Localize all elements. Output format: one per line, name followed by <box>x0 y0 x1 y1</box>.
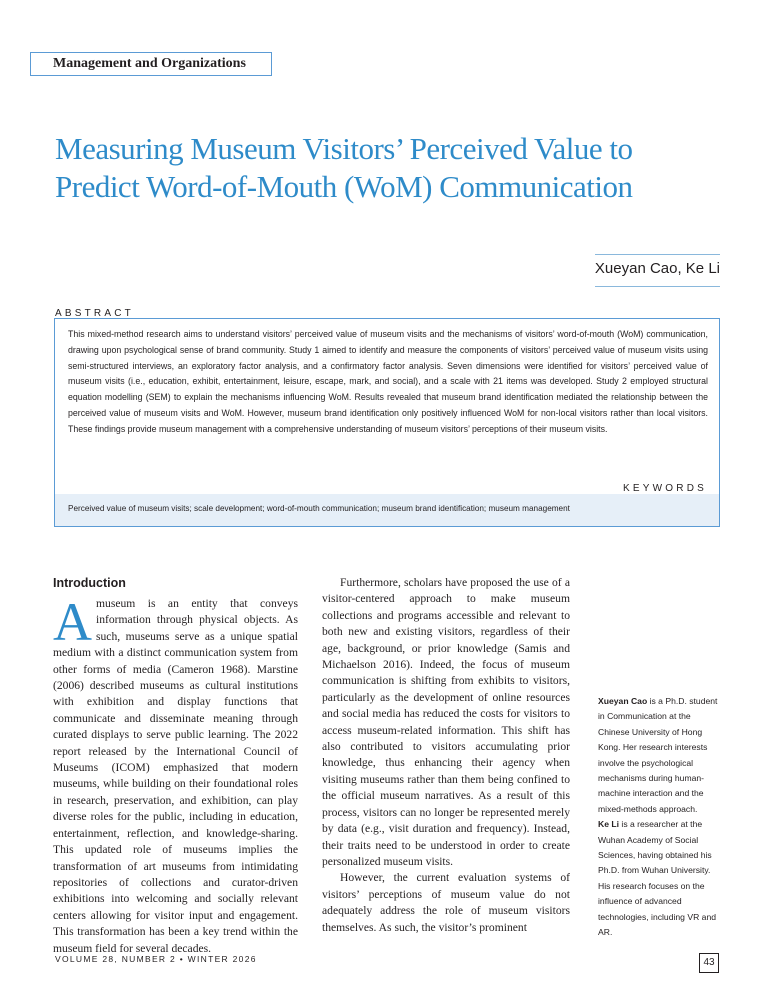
authors-rule-top <box>595 254 720 255</box>
page-number: 43 <box>699 953 719 973</box>
intro-heading: Introduction <box>53 576 126 590</box>
bio-text: is a researcher at the Wuhan Academy of Social Sciences, having obtained his Ph.D. from Wuhan University. His research focuses on the influence of advanced technologies, including VR and AR. <box>598 819 717 938</box>
bio-name: Xueyan Cao <box>598 696 648 706</box>
footer-issue: VOLUME 28, NUMBER 2 • WINTER 2026 <box>55 954 257 964</box>
bio-text: is a Ph.D. student in Communication at the Chinese University of Hong Kong. Her research interests involve the psychological mechanisms during human-machine interaction and the mixed-methods approach. <box>598 696 718 814</box>
intro-paragraph-2: Furthermore, scholars have proposed the use of a visitor-centered approach to make museum collections and programs accessible and relevant to both new and existing visitors, regardless of their age, background, or prior knowledge (Samis and Michaelson 2016). Indeed, the focus of museum communication is shifting from exhibits to visitors, particularly as the development of online resources and social media has reduced the costs for visitors to access museum-related information. This shift has also contributed to visitors accumulating prior knowledge, thus enhancing their agency when visiting museums rather than them being confined to the official museum narratives. As a result of this process, visitors can no longer be represented merely by data (e.g., visit duration and frequency). Instead, their traits need to be understood in order to create personalized museum visits. <box>322 576 570 868</box>
drop-cap: A <box>53 592 92 652</box>
author-bios <box>598 694 723 941</box>
abstract-label: ABSTRACT <box>55 308 134 319</box>
bio-name: Ke Li <box>598 819 620 830</box>
intro-column-right <box>322 575 570 936</box>
intro-paragraph-3: However, the current evaluation systems of visitors’ perceptions of museum value do not adequately address the role of museum visitors themselves. As such, the visitor’s prominent <box>322 871 570 934</box>
section-tag-label: Management and Organizations <box>53 56 246 71</box>
intro-column-left <box>53 592 298 957</box>
keywords-text: Perceived value of museum visits; scale development; word-of-mouth communication; museum brand identification; museum management <box>68 504 570 513</box>
authors-rule-bottom <box>595 286 720 287</box>
authors: Xueyan Cao, Ke Li <box>594 260 720 277</box>
abstract-text: This mixed-method research aims to understand visitors’ perceived value of museum visits and the mechanisms of visitors’ word-of-mouth (WoM) communication, drawing upon psychological sense of brand community. Study 1 aimed to identify and measure the components of visitors’ perceived value of museum visits using semi-structured interviews, an exploratory factor analysis, and a confirmatory factor analysis. Seven dimensions were identified for visitors’ perceived value of museum visits (i.e., education, exhibit, entertainment, leisure, escape, mark, and social), and a scale with 21 items was developed. Study 2 employed structural equation modelling (SEM) to explain the mechanisms influencing WoM. Results revealed that museum brand identification mediated the relationship between the perceived value of museum visits and WoM. However, museum brand identification only positively influenced WoM for non-local visitors rather than local visitors. These findings provide museum management with a comprehensive understanding of museum visitors’ perceptions of their museum visits. <box>68 329 708 434</box>
section-tag <box>30 52 272 76</box>
author-bio <box>598 817 723 940</box>
keywords-label: KEYWORDS <box>623 483 707 494</box>
article-title: Measuring Museum Visitors’ Perceived Value to Predict Word-of-Mouth (WoM) Communication <box>55 131 633 204</box>
intro-paragraph-1 <box>53 592 298 957</box>
author-bio <box>598 694 723 817</box>
intro-paragraph-1-text: museum is an entity that conveys information through physical objects. As such, museums serve as a unique spatial medium with a distinct communication system from other forms of media (Cameron 1968). Marstine (2006) described museums as cultural institutions with exhibition and display functions that communicate and disseminate meaning through curated displays to serve public learning. The 2022 report released by the International Council of Museums (ICOM) emphasized that modern museums, while building on their foundational roles in research, preservation, and exhibition, can play diverse roles for the public, including in education, entertainment, reflection, and knowledge-sharing. This updated role of museums implies the transformation of art museums from intimidating repositories of collections and curator-driven exhibitions into welcoming and socially relevant centers allowing for visitor input and engagement. This transformation has been a key trend within the museum field for several decades. <box>53 597 298 955</box>
